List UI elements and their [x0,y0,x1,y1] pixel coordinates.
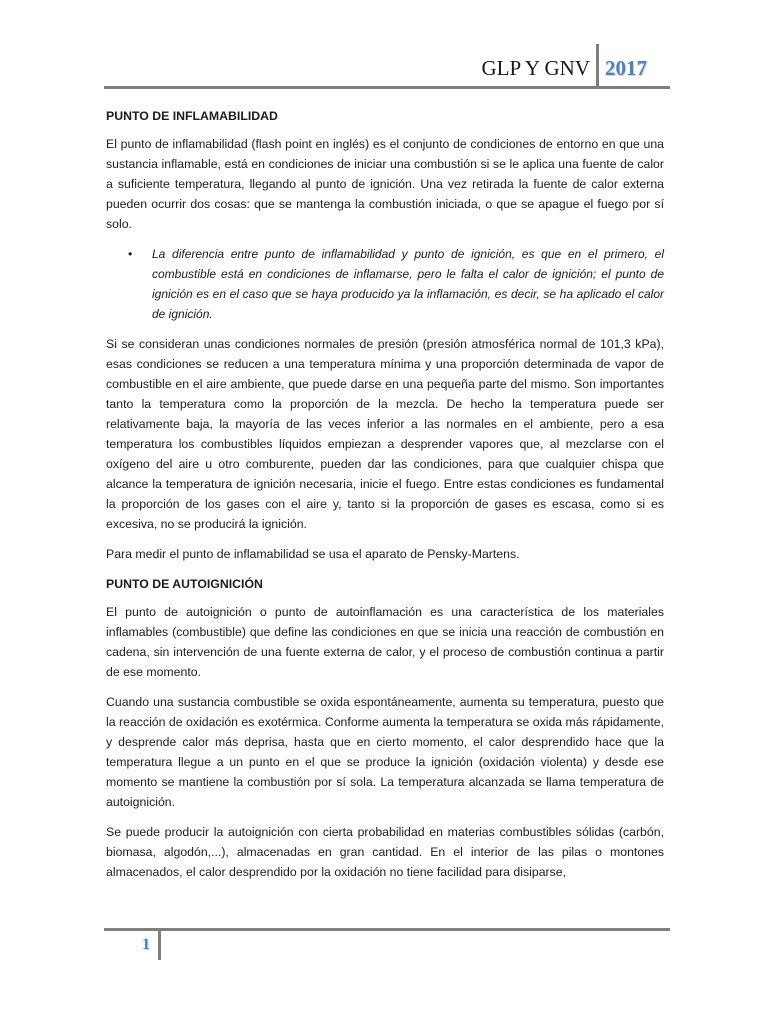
header-rule [104,86,670,89]
bullet-item [106,244,664,324]
paragraph-flash-1: El punto de inflamabilidad (flash point en inglés) es el conjunto de condiciones de entorno en que una sustancia inflamable, está en condiciones de iniciar una combustión si se le aplica una fuente de calor a suficiente temperatura, llegando al punto de ignición. Una vez retirada la fuente de calor externa pueden ocurrir dos cosas: que se mantenga la combustión iniciada, o que se apague el fuego por sí solo. [106,137,664,231]
footer-rule [104,928,670,931]
paragraph-flash-2: Si se consideran unas condiciones normales de presión (presión atmosférica normal de 101,3 kPa), esas condiciones se reducen a una temperatura mínima y una proporción determinada de vapor de combustible en el aire ambiente, que puede darse en una pequeña parte del mismo. Son importantes tanto la temperatura como la proporción de la mezcla. De hecho la temperatura puede ser relativamente baja, la mayoría de las veces inferior a las normales en el ambiente, pero a esa temperatura los combustibles líquidos empiezan a desprender vapores que, al mezclarse con el oxígeno del aire u otro comburente, pueden dar las condiciones, para que cualquier chispa que alcance la temperatura de ignición necesaria, inicie el fuego. Entre estas condiciones es fundamental la proporción de los gases con el aire y, tanto si la proporción de gases es escasa, como si es excesiva, no se producirá la ignición. [106,337,664,531]
footer-divider [158,930,161,960]
paragraph-flash-3: Para medir el punto de inflamabilidad se usa el aparato de Pensky-Martens. [106,547,520,561]
document-body [106,106,664,892]
section-heading-flash-point: PUNTO DE INFLAMABILIDAD [106,109,278,123]
paragraph-auto-3: Se puede producir la autoignición con cierta probabilidad en materias combustibles sólidas (carbón, biomasa, algodón,...), almacenadas en gran cantidad. En el interior de las pilas o montones almacenados, el calor desprendido por la oxidación no tiene facilidad para disiparse, [106,825,664,879]
page-number: 1 [142,936,150,953]
paragraph-auto-1: El punto de autoignición o punto de autoinflamación es una característica de los materiales inflamables (combustible) que define las condiciones en que se inicia una reacción de combustión en cadena, sin intervención de una fuente externa de calor, y el proceso de combustión continua a partir de ese momento. [106,605,664,679]
header-divider [596,44,599,88]
header-year: 2017 [605,56,647,80]
bullet-text: La diferencia entre punto de inflamabilidad y punto de ignición, es que en el primero, el combustible está en condiciones de inflamarse, pero le falta el calor de ignición; el punto de ignición es en el caso que se haya producido ya la inflamación, es decir, se ha aplicado el calor de ignición. [152,247,664,321]
section-heading-autoignition: PUNTO DE AUTOIGNICIÓN [106,577,263,591]
paragraph-auto-2: Cuando una sustancia combustible se oxida espontáneamente, aumenta su temperatura, puesto que la reacción de oxidación es exotérmica. Conforme aumenta la temperatura se oxida más rápidamente, y desprende calor más deprisa, hasta que en cierto momento, el calor desprendido hace que la temperatura llegue a un punto en el que se produce la ignición (oxidación violenta) y desde ese momento se mantiene la combustión por sí sola. La temperatura alcanzada se llama temperatura de autoignición. [106,695,664,809]
header-title: GLP Y GNV [481,56,590,80]
page-header [0,44,768,92]
bullet-icon: • [128,247,133,261]
